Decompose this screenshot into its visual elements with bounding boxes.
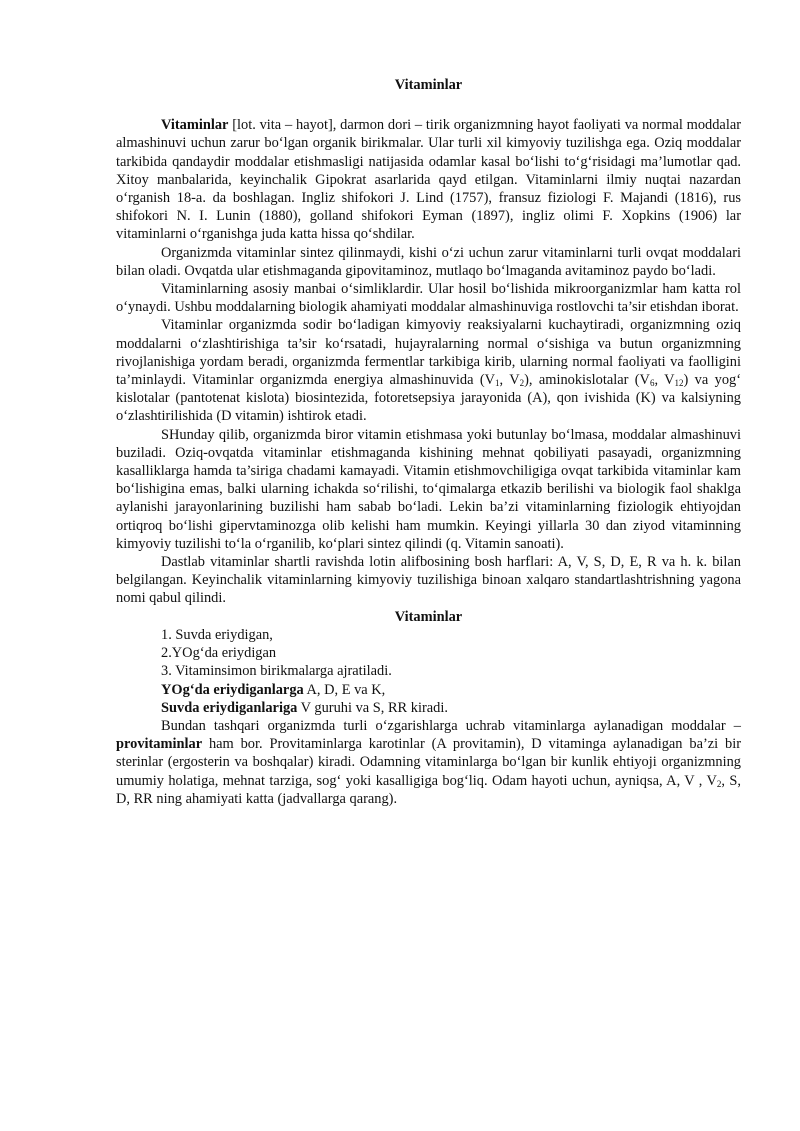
list-item: 3. Vitaminsimon birikmalarga ajratiladi. (161, 663, 392, 680)
document-title: Vitaminlar (394, 77, 463, 93)
section-subtitle: Vitaminlar (394, 608, 463, 625)
paragraph-consequences: SHunday qilib, organizmda biror vitamin etishmasa yoki butunlay bo‘lmasa, moddalar almashinuvi buziladi. Oziq-ovqatda vitaminlar etishmaganda kishining mehnat qobiliyati pasayadi, organizmning kasalliklarga hamda ta’siriga chadami kamayadi. Vitamin etishmovchiligiga ovqat tarkibida vitaminlar kam bo‘lishigina emas, balki ularning ichakda so‘rilishi, to‘qimalarga etkazib berilishi va biologik faol shaklga aylanishi jarayonlarining buzilishi ham sabab bo‘ladi. Lekin ba’zi vitaminlarning fiziologik ehtiyojdan ortiqroq bo‘lishi gipervtaminozga olib kelishi ham mumkin. Keyingi yillarla 30 dan ziyod vitaminning kimyoviy tuzilishi to‘la o‘rganilib, ko‘plari sintez qilindi (q. Vitamin sanoati). (116, 426, 741, 552)
term-provitaminlar: provitaminlar (116, 736, 203, 753)
document-page (116, 0, 741, 808)
paragraph-naming: Dastlab vitaminlar shartli ravishda lotin alifbosining bosh harflari: A, V, S, D, E, R va h. k. bilan belgilangan. Keyinchalik vitaminlarning kimyoviy tuzilishiga binoan xalqaro standartlashtrishning yagona nomi qabul qilindi. (116, 554, 741, 607)
paragraph-definition (116, 116, 741, 243)
definition-text: [lot. vita – hayot], darmon dori – tirik organizmning hayot faoliyati va normal moddalar almashinuvi uchun zarur bo‘lgan organik birikmalar. Ular turli xil kimyoviy tuzilishga ega. Oziq moddalar tarkibida qandaydir moddalar etishmasligi natijasida odamlar kasal bo‘lishi to‘g‘risidagi ma’lumotlar qad. Xitoy manbalarida, keyinchalik Gipokrat asarlarida qayd etilgan. Vitaminlarni ilmiy nuqtai nazardan o‘rganish 18-a. da boshlagan. Ingliz shifokori J. Lind (1757), fransuz fiziologi F. Majandi (1816), rus shifokori N. I. Lunin (1880), golland shifokori Eyman (1897), ingliz olimi F. Xopkins (1906) lar vitaminlarni o‘rganishga juda katta hissa qo‘shdilar. (116, 117, 741, 243)
list-item: 1. Suvda eriydigan, (161, 626, 273, 643)
term-vitaminlar: Vitaminlar (161, 117, 229, 134)
term-water-soluble: Suvda eriydiganlariga (161, 699, 298, 716)
paragraph-functions: Vitaminlar organizmda sodir bo‘ladigan kimyoviy reaksiyalarni kuchaytiradi, organizmning oziq moddalarni o‘zlashtirishiga ta’sir ko‘rsatadi, hujayralarning normal o‘sishiga va butun organizmning rivojlanishiga yordam beradi, organizmda fermentlar tarkibiga kirib, ularning normal faoliyati va faolligini ta’minlaydi. Vitaminlar organizmda energiya almashinuvida ($V_1$, $V_2$), aminokislotalar ($V_6$, $V_{12}$) va yog‘ kislotalar (pantotenat kislota) biosintezida, fotoretsepsiya jarayonida (A), qon ivishida (K) va kalsiyning o‘zlashtirilishida (D vitamin) ishtirok etadi. (116, 317, 742, 425)
fat-soluble-line: YOg‘da eriydiganlarga A, D, E va K, (161, 681, 386, 698)
paragraph-sources: Vitaminlarning asosiy manbai o‘simliklardir. Ular hosil bo‘lishida mikroorganizmlar ham katta rol o‘ynaydi. Ushbu moddalarning biologik ahamiyati moddalar almashinuviga rostlovchi ta’sir etishdan iborat. (116, 281, 741, 316)
term-fat-soluble: YOg‘da eriydiganlarga (161, 681, 304, 698)
water-soluble-line: Suvda eriydiganlariga V guruhi va S, RR kiradi. (161, 699, 448, 716)
list-item: 2.YOg‘da eriydigan (161, 645, 277, 662)
paragraph-deficiency: Organizmda vitaminlar sintez qilinmaydi, kishi o‘zi uchun zarur vitaminlarni turli ovqat moddalari bilan oladi. Ovqatda ular etishmaganda gipovitaminoz, mutlaqo bo‘lmaganda avitaminoz paydo bo‘ladi. (116, 244, 741, 279)
paragraph-provitamins: Bundan tashqari organizmda turli o‘zgarishlarga uchrab vitaminlarga aylanadigan moddalar – provitaminlar ham bor. Provitaminlarga karotinlar (A provitamin), D vitaminga aylanadigan ba’zi bir sterinlar (ergosterin va boshqalar) kiradi. Odamning vitaminlarga bo‘lgan bir kunlik ehtiyoji organizmning umumiy holatiga, mehnat tarziga, sog‘ yoki kasalligiga bog‘liq. Odam hayoti uchun, ayniqsa, A, V , $V_2$, S, D, RR ning ahamiyati katta (jadvallarga qarang). (116, 717, 742, 807)
